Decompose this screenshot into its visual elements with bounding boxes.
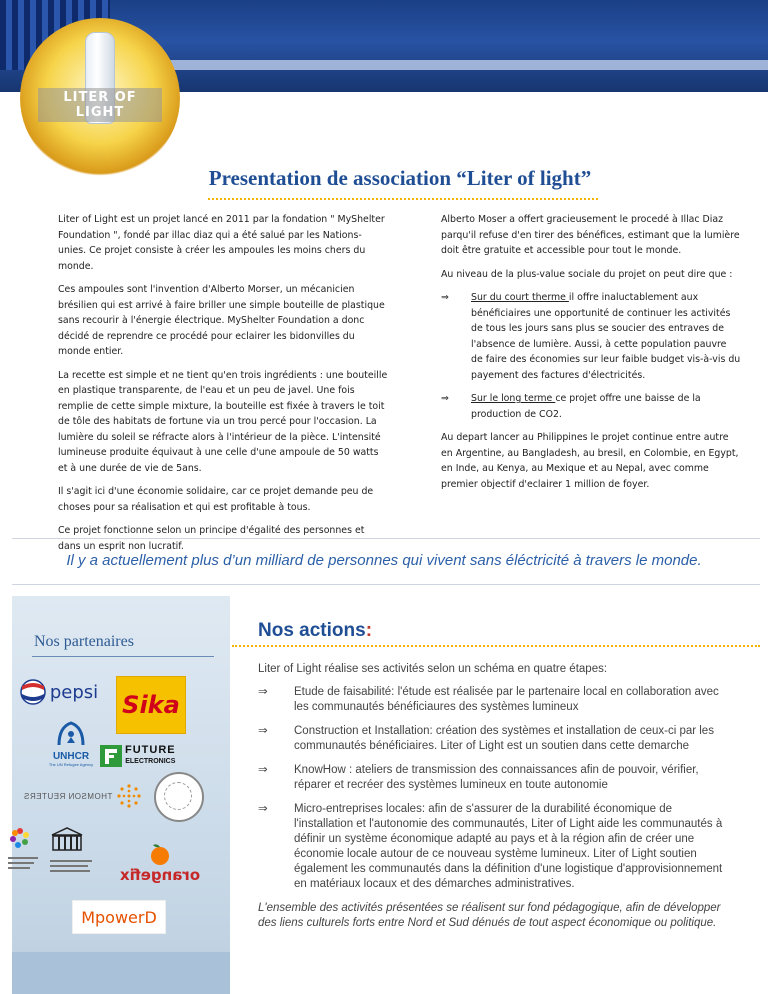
- logo-text: LITER OF LIGHT: [38, 88, 162, 122]
- divider: [12, 584, 760, 585]
- unhcr-logo: [46, 714, 96, 772]
- iyl-flower-icon: [8, 826, 32, 850]
- orangefix-wordmark: orangefix: [119, 866, 201, 884]
- arrow-icon: ⇒: [441, 393, 449, 404]
- future-wordmark: FUTURE: [125, 744, 176, 756]
- liter-of-light-logo: [20, 18, 180, 178]
- electronics-wordmark: ELECTRONICS: [125, 758, 176, 765]
- orange-fruit-icon: [148, 842, 172, 866]
- partners-title-line: [32, 656, 214, 657]
- sika-logo: [116, 676, 186, 734]
- arrow-icon: ⇒: [258, 764, 268, 776]
- action-step-text: Etude de faisabilité: l'étude est réalisée par le partenaire local en collaboration avec les communautés bénéficiaures des systèmes lumineux: [294, 686, 719, 713]
- actions-title-underline: [232, 645, 760, 647]
- paragraph: Alberto Moser a offert gracieusement le procedé à Illac Diaz parqu'il refuse d'en tirer des bénéfices, estimant que la lumière doit être gratuite et accessible pour tout le monde.: [441, 214, 740, 256]
- paragraph: Ces ampoules sont l'invention d'Alberto Morser, un mécanicien brésilien qui est arrivé à faire briller une simple bouteille de plastique sans recourir à l'énergie électrique. MyShelter Foundation a donc décidé de reprendre ce procédé pour eclairer les bidonvilles du monde entier.: [58, 284, 385, 357]
- iyl-2015-logo: [8, 826, 44, 886]
- page-title: Presentation de association “Liter of light”: [208, 166, 592, 190]
- actions-intro: Liter of Light réalise ses activités selon un schéma en quatre étapes:: [258, 663, 608, 675]
- orangefix-logo: [118, 838, 202, 888]
- arrow-icon: ⇒: [441, 292, 449, 303]
- unhcr-subtitle: The UN Refugee Agency: [48, 762, 94, 767]
- partners-title: Nos partenaires: [34, 633, 134, 650]
- reuters-dot-icon: [116, 783, 142, 809]
- unesco-temple-icon: [50, 826, 84, 852]
- unesco-logo: [50, 826, 98, 882]
- action-step: [258, 685, 728, 715]
- arrow-icon: ⇒: [258, 725, 268, 737]
- paragraph: Au depart lancer au Philippines le projet continue entre autre en Argentine, au Bangladesh, au bresil, en Colombie, en Egypt, en Inde, au Kenya, au Mexique et au Nepal, avec comme premier objectif d'eclairer 1 million de foyer.: [441, 432, 739, 490]
- thomson-reuters-logo: [18, 778, 148, 814]
- paragraph: Au niveau de la plus-value sociale du projet on peut dire que :: [441, 268, 733, 280]
- action-step-text: Construction et Installation: création des systèmes et installation de ceux-ci par les communautés bénéficiaires. Liter of Light est un soutien dans cette demarche: [294, 725, 714, 752]
- long-term-label: Sur le long terme: [471, 393, 556, 404]
- banner-stripe: [160, 60, 768, 70]
- short-term-text: il offre inaluctablement aux bénéficiaires une opportunité de continuer les activités de tous les jours sans plus se soucier des entraves de l'absence de lumière. Aussi, à cette population pauvre de faire des économies sur leur faible budget vis-à-vis du payement des factures d'électricités.: [471, 292, 741, 381]
- long-term-text: ce projet offre une baisse de la production de CO2.: [471, 393, 701, 420]
- title-underline: [208, 198, 598, 200]
- sidebar-footer: [12, 952, 230, 994]
- paragraph: Ce projet fonctionne selon un principe d'égalité des personnes et dans un esprit non lucratif.: [58, 525, 365, 552]
- actions-title-colon: :: [365, 620, 373, 641]
- pepsi-logo: [14, 676, 104, 708]
- quote: Il y a actuellement plus d’un milliard de personnes qui vivent sans éléctricité à travers le monde.: [66, 552, 702, 569]
- action-step: [258, 724, 728, 754]
- actions-title-text: Nos actions: [258, 620, 366, 641]
- actions-title: [258, 620, 372, 642]
- short-term-item: [441, 290, 741, 383]
- paragraph: Liter of Light est un projet lancé en 2011 par la fondation " MyShelter Foundation ", fondé par illac diaz qui a été salué par les Nations-unies. Ce projet consiste à créer les ampoules les moins chers du monde.: [58, 214, 385, 272]
- pepsi-globe-icon: [20, 679, 46, 705]
- left-column: [58, 212, 388, 562]
- mpowerd-logo: [72, 900, 166, 934]
- action-step: [258, 802, 728, 892]
- actions-closing: L'ensemble des activités présentées se réalisent sur fond pédagogique, afin de développer des liens culturels forts entre Nord et Sud dénués de tout aspect économique ou politique.: [258, 902, 721, 929]
- future-electronics-logo: [100, 742, 200, 770]
- right-column: [441, 212, 741, 500]
- arrow-icon: ⇒: [258, 803, 268, 815]
- sika-wordmark: Sika: [122, 691, 180, 719]
- future-f-icon: [100, 745, 122, 767]
- pepsi-wordmark: pepsi: [49, 681, 99, 703]
- mpowerd-wordmark: MpowerD: [81, 907, 157, 927]
- unhcr-wordmark: UNHCR: [52, 751, 90, 762]
- long-term-item: [441, 391, 741, 422]
- arrow-icon: ⇒: [258, 686, 268, 698]
- action-step: [258, 763, 728, 793]
- action-step-text: Micro-entreprises locales: afin de s'assurer de la durabilité économique de l'installation et l'autonomie des communautés, Liter of Light aide les communautés à définir un système économique adapté au pays et à la région afin de créer une économie locale autour de ce nouveau système lumineux. Liter of Light soutien également les communautés dans la définition d'une logistique d'approvisionnement en matériaux locaux et des démarches administratives.: [294, 803, 723, 890]
- thomson-wordmark: THOMSON REUTERS: [23, 791, 113, 801]
- paragraph: Il s'agit ici d'une économie solidaire, car ce projet demande peu de choses pour sa réalisation et qui est profitable à tous.: [58, 486, 374, 513]
- divider: [12, 538, 760, 539]
- unhcr-hands-icon: [55, 719, 87, 751]
- paragraph: La recette est simple et ne tient qu'en trois ingrédients : une bouteille en plastique transparente, de l'eau et un peu de javel. Une fois remplie de cette simple mixture, la bouteille est fixée à travers le toit de tôle des habitats de fortune via un trou percé pour l'occasion. La lumière du soleil se réfracte alors à l'intérieur de la pièce. L'intensité lumineuse produite équivaut à une celle d'une ampoule de 50 watts et à une durée de vie de 5ans.: [58, 369, 388, 474]
- actions-column: [258, 662, 728, 939]
- short-term-label: Sur du court therme: [471, 292, 569, 303]
- action-step-text: KnowHow : ateliers de transmission des connaissances afin de pouvoir, vérifier, réparer et recréer des systèmes lumineux en toute autonomie: [294, 764, 699, 791]
- seal-logo: [154, 772, 204, 822]
